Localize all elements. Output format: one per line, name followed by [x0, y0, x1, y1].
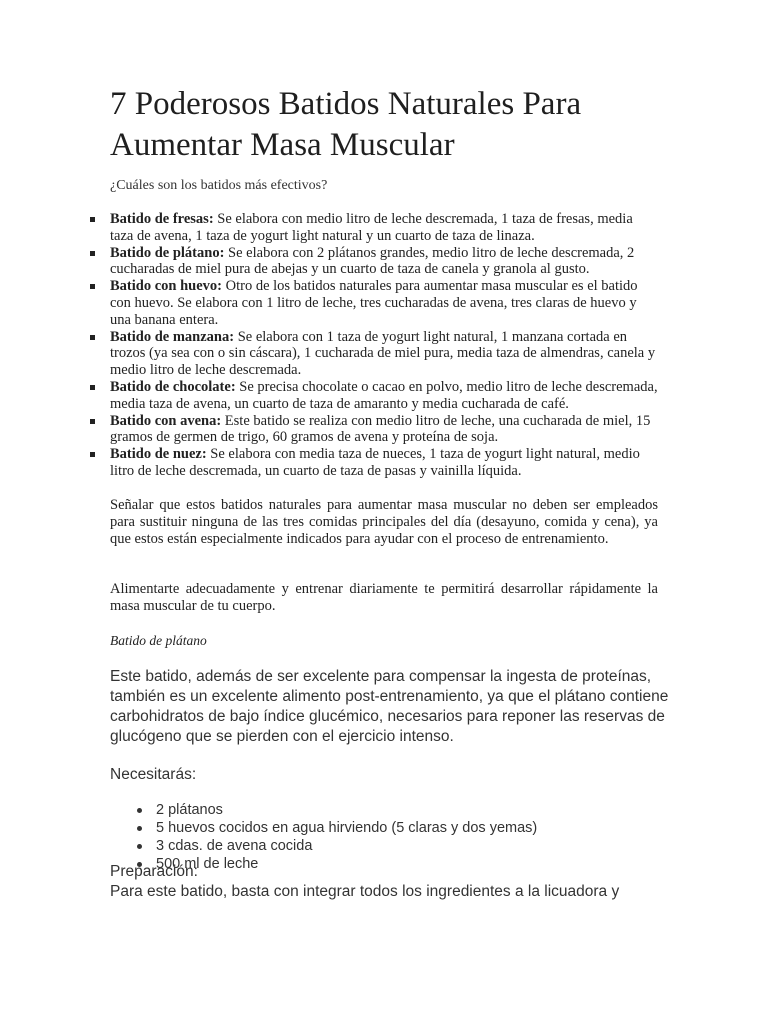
section-intro: Este batido, además de ser excelente para compensar la ingesta de proteínas, también es un excelente alimento post-entrenamiento, ya que el plátano contiene carbohidratos de bajo índice glucémico, necesarios para reponer las reservas de glucógeno que se pierden con el ejercicio intenso. [110, 668, 669, 745]
shake-text: Se precisa chocolate o cacao en polvo, medio litro de leche descremada, media taza de avena, un cuarto de taza de amaranto y media cucharada de café. [110, 378, 658, 412]
shake-name: Batido de nuez: [110, 446, 207, 463]
subtitle: ¿Cuáles son los batidos más efectivos? [110, 178, 328, 193]
list-item [156, 855, 537, 873]
bullet-icon [137, 808, 142, 813]
list-item [110, 446, 658, 480]
list-item [110, 379, 658, 413]
list-item [110, 211, 658, 245]
shake-name: Batido con huevo: [110, 278, 222, 295]
shake-list [110, 211, 658, 480]
square-bullet-icon [90, 419, 95, 424]
square-bullet-icon [90, 217, 95, 222]
ingredient-list [156, 801, 537, 873]
closing-paragraph: Alimentarte adecuadamente y entrenar diariamente te permitirá desarrollar rápidamente la masa muscular de tu cuerpo. [110, 581, 658, 614]
ingredient-text: 5 huevos cocidos en agua hirviendo (5 claras y dos yemas) [156, 820, 538, 836]
preparation-text: Para este batido, basta con integrar todos los ingredientes a la licuadora y [110, 883, 620, 900]
list-item [110, 413, 658, 447]
square-bullet-icon [90, 251, 95, 256]
needs-label: Necesitarás: [110, 766, 197, 783]
page-title: 7 Poderosos Batidos Naturales Para Aumentar Masa Muscular [110, 86, 582, 163]
shake-text: Se elabora con media taza de nueces, 1 taza de yogurt light natural, medio litro de leche descremada, un cuarto de taza de pasas y vainilla líquida. [110, 446, 640, 479]
list-item [156, 801, 537, 819]
ingredient-text: 2 plátanos [156, 802, 223, 818]
shake-text: Otro de los batidos naturales para aumentar masa muscular es el batido con huevo. Se elabora con 1 litro de leche, tres cucharadas de avena, tres claras de huevo y una banana entera. [110, 278, 638, 328]
shake-text: Se elabora con 2 plátanos grandes, medio litro de leche descremada, 2 cucharadas de miel pura de abejas y un cuarto de taza de canela y granola al gusto. [110, 244, 635, 278]
bullet-icon [137, 826, 142, 831]
shake-text: Se elabora con 1 taza de yogurt light natural, 1 manzana cortada en trozos (ya sea con o sin cáscara), 1 cucharada de miel pura, media taza de almendras, canela y medio litro de leche descremada. [110, 328, 656, 379]
note-paragraph: Señalar que estos batidos naturales para aumentar masa muscular no deben ser empleados para sustituir ninguna de las tres comidas principales del día (desayuno, comida y cena), ya que estos están especialmente indicados para ayudar con el proceso de entrenamiento. [110, 497, 658, 547]
square-bullet-icon [90, 385, 95, 390]
shake-text: Este batido se realiza con medio litro de leche, una cucharada de miel, 15 gramos de germen de trigo, 60 gramos de avena y proteína de soja. [110, 412, 651, 446]
shake-text: Se elabora con medio litro de leche descremada, 1 taza de fresas, media taza de avena, 1 taza de yogurt light natural y un cuarto de taza de linaza. [110, 211, 633, 244]
square-bullet-icon [90, 284, 95, 289]
list-item [110, 329, 658, 379]
list-item [156, 837, 537, 855]
list-item [156, 819, 537, 837]
shake-name: Batido de fresas: [110, 211, 214, 227]
square-bullet-icon [90, 452, 95, 457]
shake-name: Batido de manzana: [110, 328, 235, 345]
list-item [110, 245, 658, 279]
ingredient-text: 500 ml de leche [156, 856, 259, 872]
list-item [110, 278, 658, 328]
bullet-icon [137, 844, 142, 849]
shake-name: Batido con avena: [110, 412, 222, 429]
shake-name: Batido de plátano: [110, 244, 225, 261]
section-heading: Batido de plátano [110, 633, 207, 648]
square-bullet-icon [90, 335, 95, 340]
preparation-label: Preparación: [110, 863, 198, 880]
ingredient-text: 3 cdas. de avena cocida [156, 838, 313, 854]
shake-name: Batido de chocolate: [110, 378, 236, 395]
